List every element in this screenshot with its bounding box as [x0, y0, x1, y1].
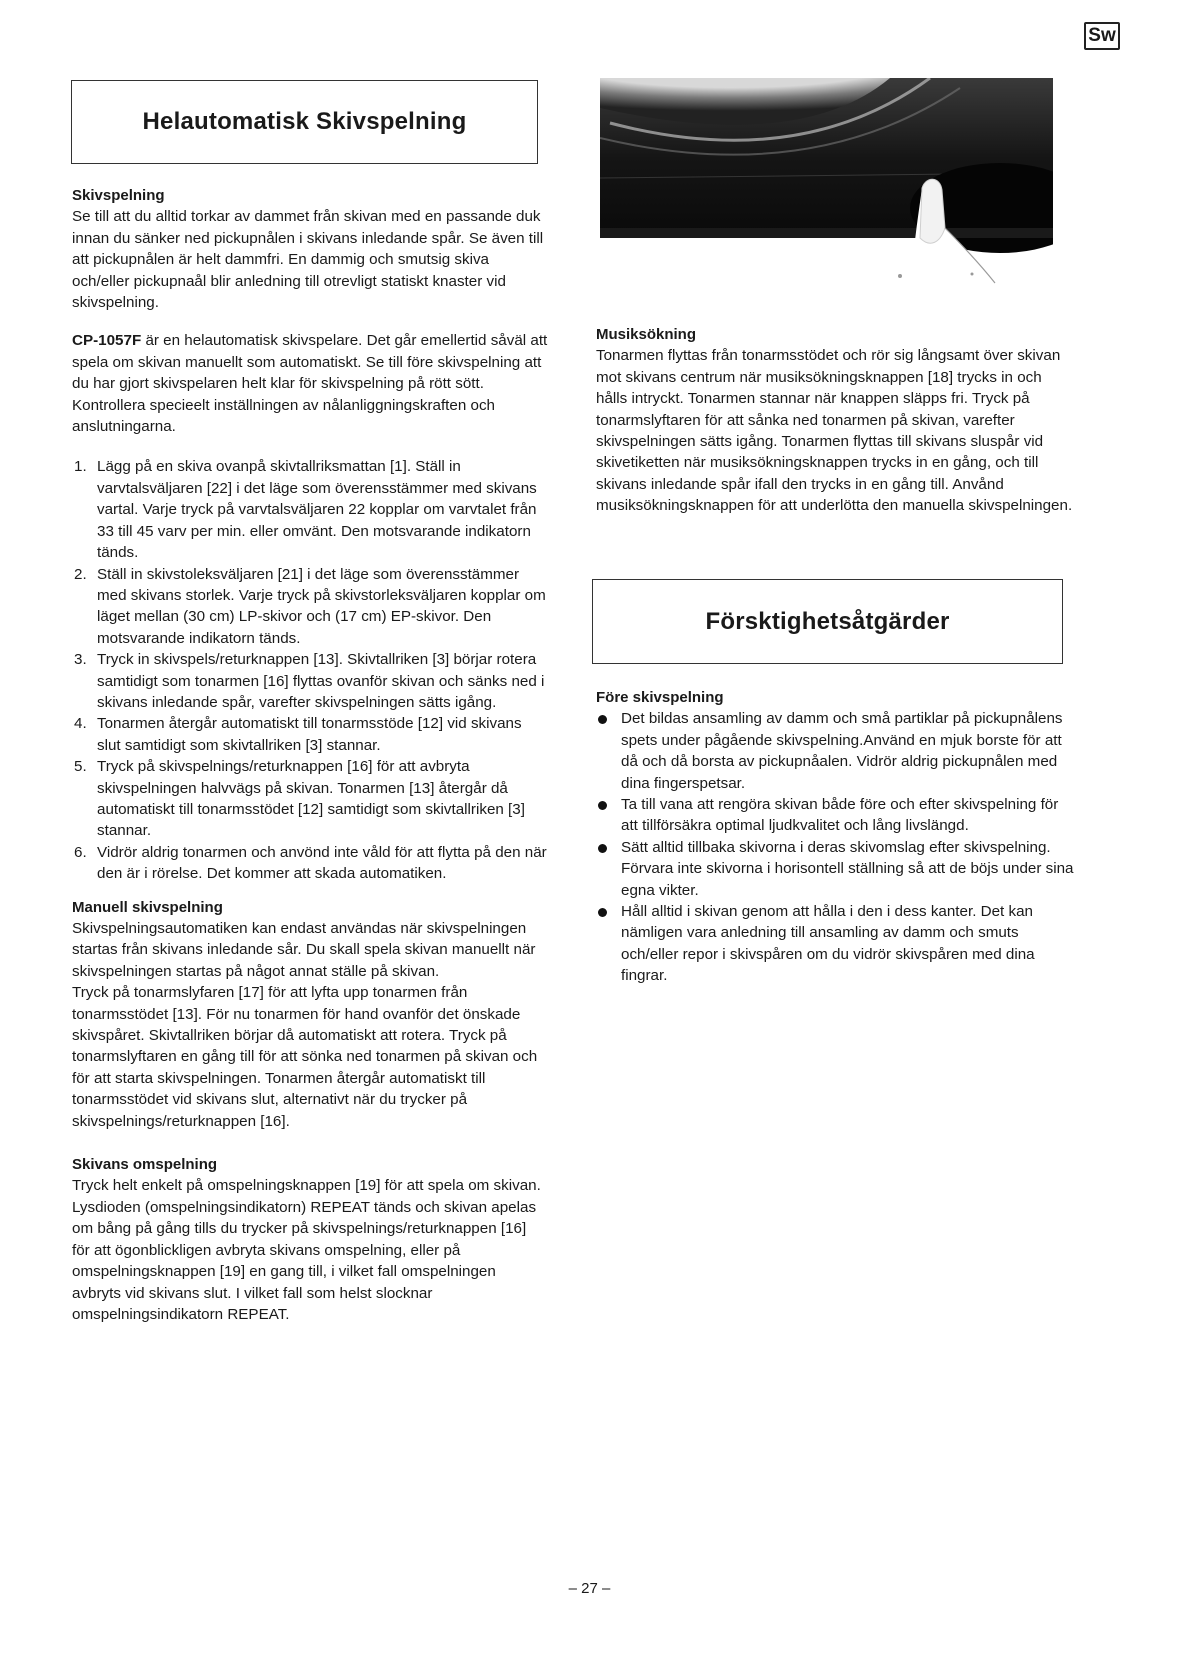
turntable-photo: [600, 78, 1053, 288]
bullet-text: Håll alltid i skivan genom att hålla i den i dess kanter. Det kan nämligen vara anledning till ansamling av damm och smuts och/eller repor i skivspåren om du vidrör skivspåren med dina fingrar.: [621, 903, 1035, 985]
step-number: 1.: [74, 458, 87, 476]
intro-text: är en helautomatisk skivspelare. Det går emellertid såväl att spela om skivan manuellt som automatiskt. Se till före skivspelning att du har gjort skivspelaren helt klar för skivspelning på rött sött. Kontrollera specieelt inställningen av nålanliggningskraften och anslutningarna.: [72, 332, 548, 436]
list-item: [596, 837, 1076, 901]
list-item: [596, 901, 1076, 987]
omspelning-heading: Skivans omspelning: [72, 1156, 218, 1174]
step-number: 2.: [74, 565, 87, 583]
musiksokning-text: Tonarmen flyttas från tonarmsstödet och rör sig långsamt över skivan mot skivans centrum när musiksökningsknappen [18] trycks in och hålls intryckt. Tonarmen stannar när knappen släpps fri. Tryck på tonarmslyftaren för att sånka ned tonarmen på skivan, varefter skivspelningen sätts igång. Tonarmen flyttas till skivans sluspår vid skivetiketten när musiksökningsknappen trycks in en gång, och till skivans inledande spår ifall den trycks in en gång till. Anvånd musiksökningsknappen för att underlötta den manuella skivspelningen.: [596, 347, 1073, 515]
step-text: Lägg på en skiva ovanpå skivtallriksmattan [1]. Ställ in varvtalsväljaren [22] i det läge som överensstämmer med skivans vartal. Varje tryck på varvtalsväljaren 22 kopplar om varvtalet från 33 till 45 varv per min. eller omvänt. Den motsvarande indikatorn tänds.: [97, 458, 537, 562]
list-item: [72, 564, 548, 650]
list-item: [596, 794, 1076, 837]
bullet-icon: [598, 844, 607, 853]
list-item: [72, 756, 548, 842]
bullet-text: Sätt alltid tillbaka skivorna i deras skivomslag efter skivspelning. Förvara inte skivorna i horisontell ställning så att de böjs under sina egna vikter.: [621, 838, 1074, 899]
bullet-icon: [598, 801, 607, 810]
list-item: [72, 649, 548, 713]
omspelning-text: Tryck helt enkelt på omspelningsknappen [19] för att spela om skivan. Lysdioden (omspelningsindikatorn) REPEAT tänds och skivan apelas om bång på gång tills du trycker på skivspelnings/returknappen [16] för att ögonblickligen avbryta skivans omspelning, eller på omspelningsknappen [19] en gang till, i vilket fall omspelningen avbryts vid skivans slut. I vilket fall som helst slocknar omspelningsindikatorn REPEAT.: [72, 1177, 541, 1323]
step-text: Vidrör aldrig tonarmen och anvönd inte våld för att flytta på den när den är i rörelse. Det kommer att skada automatiken.: [97, 843, 547, 883]
step-text: Tryck in skivspels/returknappen [13]. Skivtallriken [3] börjar rotera samtidigt som tonarmen [16] flyttas ovanför skivan och sänks ned i skivans inledande spår, varefter skivspelningen sätts igång.: [97, 651, 545, 711]
bullet-text: Ta till vana att rengöra skivan både före och efter skivspelning för att tillförsäkra optimal ljudkvalitet och lång livslängd.: [621, 796, 1059, 835]
section-title-box: [71, 80, 538, 164]
section-title-box: [592, 579, 1063, 664]
bullet-list: [596, 708, 1076, 986]
model-name: CP-1057F: [72, 332, 142, 350]
list-item: [596, 708, 1076, 794]
musiksokning-heading: Musiksökning: [596, 326, 697, 343]
intro-paragraph: [72, 330, 548, 437]
manuell-text-1: Skivspelningsautomatiken kan endast användas när skivspelningen startas från skivans inledande sår. Du skall spela skivan manuellt när skivspelningen startas på något annat ställe på skivan.: [72, 920, 536, 980]
step-number: 5.: [74, 758, 87, 776]
bullet-icon: [598, 715, 607, 724]
manuell-heading: Manuell skivspelning: [72, 898, 223, 916]
list-item: [72, 842, 548, 885]
bullet-text: Det bildas ansamling av damm och små partiklar på pickupnålens spets under pågående skivspelning.Använd en mjuk borste för att då och då borsta av pickupnåalen. Vidrör aldrig pickupnålen med dina fingerspetsar.: [621, 710, 1063, 792]
step-text: Tonarmen återgår automatiskt till tonarmsstöde [12] vid skivans slut samtidigt som skivtallriken [3] stannar.: [97, 715, 522, 754]
language-badge: Sw: [1084, 22, 1120, 50]
step-text: Tryck på skivspelnings/returknappen [16] för att avbryta skivspelningen halvvägs på skivan. Tonarmen [13] återgår då automatiskt till tonarmsstödet [12] samtidigt som skivtallriken [3] stannar.: [97, 758, 525, 840]
section-title: Helautomatisk Skivspelning: [142, 108, 467, 135]
step-text: Ställ in skivstoleksväljaren [21] i det läge som överensstämmer med skivans storlek. Varje tryck på skivstorleksväljaren kopplar om läget mellan (30 cm) LP-skivor och (17 cm) EP-skivor. Den motsvarande indikatorn tänds.: [97, 565, 546, 647]
right-column-bottom: [596, 687, 1076, 987]
step-number: 6.: [74, 843, 87, 861]
skivspelning-text: Se till att du alltid torkar av dammet från skivan med en passande duk innan du sänker ned pickupnålen i skivans inledande spår. Se även till att pickupnålen är helt dammfri. En dammig och smutsig skiva och/eller pickupnaål blir anledning till otrevligt statiskt knaster vid skivspelning.: [72, 208, 544, 312]
list-item: [72, 713, 548, 756]
list-item: [72, 456, 548, 563]
manuell-text-2: Tryck på tonarmslyfaren [17] för att lyfta upp tonarmen från tonarmsstödet [13]. För nu tonarmen för hand ovanför det önskade skivspåret. Skivtallriken börjar då automatiskt att rotera. Tryck på tonarmslyftaren en gång till för att sönka ned tonarmen på skivan och för att starta skivspelningen. Tonarmen återgår automatiskt till tonarmsstödet vid skivans slut, alternativt när du trycker på skivspelnings/returknappen [16].: [72, 984, 538, 1130]
section-title: Försktighetsåtgärder: [705, 607, 950, 635]
step-number: 4.: [74, 715, 87, 733]
step-number: 3.: [74, 651, 87, 669]
skivspelning-heading: Skivspelning: [72, 187, 165, 204]
steps-list: [72, 456, 548, 884]
page-number: – 27 –: [568, 1580, 611, 1597]
bullet-icon: [598, 908, 607, 917]
left-column: [72, 185, 548, 1325]
fore-heading: Före skivspelning: [596, 689, 724, 706]
right-column-top: [596, 324, 1076, 517]
